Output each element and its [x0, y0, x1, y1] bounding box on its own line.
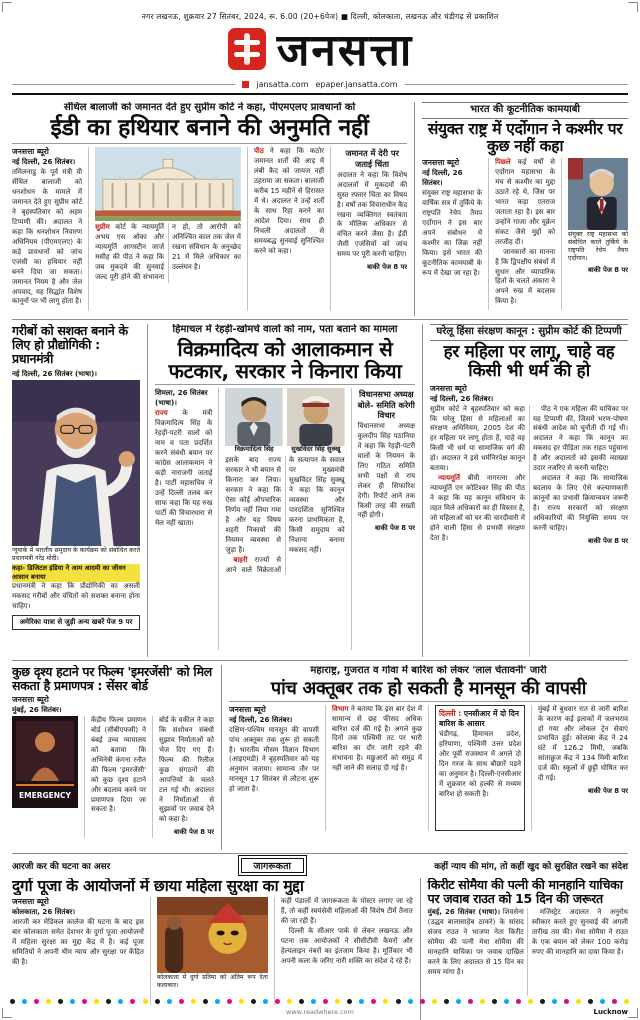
registration-dot: [516, 999, 521, 1004]
lead-word: पीठ: [253, 147, 264, 156]
awareness-badge: जागरूकता: [241, 858, 304, 873]
story-ed-pmla: [12, 102, 407, 316]
registration-dot: [444, 999, 449, 1004]
dateline: कोलकाता, 26 सितंबर।: [12, 907, 76, 917]
story-body: [229, 705, 628, 831]
registration-dot: [46, 999, 51, 1004]
body-text: [430, 474, 525, 544]
registration-dot: [251, 999, 256, 1004]
kicker-box: [430, 324, 628, 341]
newspaper-title: जनसत्ता: [276, 25, 414, 76]
body-text: संयुक्त राष्ट्र महासभा के वार्षिक सत्र में तुर्किये के राष्ट्रपति रेचेप तैयप एर्दोगान ने इस बार अपने संबोधन में कश्मीर का जिक्र नहीं किया। इसे भारत की कूटनीतिक कामयाबी के रूप में देखा जा रहा है।: [422, 189, 483, 277]
registration-dot: [468, 999, 473, 1004]
registration-dot: [504, 999, 509, 1004]
registration-dot: [70, 999, 75, 1004]
text-column: [531, 705, 628, 831]
dateline: नई दिल्ली, 26 सितंबर (भाषा)।: [12, 369, 97, 378]
body-text: तमिलनाडु के पूर्व मंत्री वी सेंथिल बालाजी को धनशोधन के मामले में जमानत देते हुए सुप्रीम कोर्ट ने बृहस्पतिवार को अहम टिप्पणी की। अदालत ने कहा कि धनशोधन निवारण अधिनियम (पीएमएलए) के कड़े प्रावधानों को जांच एजंसी का हथियार नहीं बनने दिया जा सकता। जमानत नियम है और जेल अपवाद, यह सिद्धांत विशेष कानूनों पर भी लागू होता है।: [12, 168, 83, 306]
kicker-left: आरजी कर की घटना का असर: [12, 861, 111, 872]
lead-word: सुप्रीम: [95, 223, 110, 232]
registration-dot: [191, 999, 196, 1004]
weather-info-box: [435, 705, 525, 831]
registration-dot: [143, 999, 148, 1004]
registration-dot: [347, 999, 352, 1004]
registration-dot: [203, 999, 208, 1004]
jansatta-logo-icon: [227, 27, 267, 75]
text-column: [325, 705, 422, 831]
illustration-column: [88, 147, 241, 311]
website-line: [12, 80, 628, 89]
registration-dot: [94, 999, 99, 1004]
registration-dot: [167, 999, 172, 1004]
registration-dot: [311, 999, 316, 1004]
registration-dot: [179, 999, 184, 1004]
story-body: [422, 158, 628, 310]
lead-word: बाहरी: [233, 555, 248, 564]
edition-line: नगर लखनऊ, शुक्रवार 27 सितंबर, 2024, रू. 6.00 (20+6पेज) ■ दिल्ली, कोलकाता, लखनऊ और चंडीगढ़ से प्रकाशित: [141, 12, 499, 21]
text-column: [12, 147, 82, 311]
portrait-pair: [225, 388, 344, 454]
photo-caption: न्यूयार्क में भारतीय समुदाय के कार्यक्रम को संबोधित करते प्रधानमंत्री नरेंद्र मोदी।: [12, 547, 140, 563]
info-box-title-text: एनसीआर में दो दिन बारिश के आसार: [439, 708, 519, 728]
registration-dot: [10, 999, 15, 1004]
body-text: केंद्रीय फिल्म प्रमाणन बोर्ड (सीबीएफसी) ने बंबई उच्च न्यायालय को बताया कि अभिनेत्री कंगना रनौत की फिल्म 'इमरजेंसी' को कुछ दृश्य हटाने और बदलाव करने पर प्रमाणपत्र दिया जा सकता है।: [91, 716, 146, 814]
story-emergency-film: [12, 665, 214, 850]
photo-column: [218, 388, 344, 650]
body-text: बीवी नागरत्ना और न्यायमूर्ति एन कोटिश्वर सिंह की पीठ ने कहा कि यह कानून संविधान के तहत मिले अधिकारों का ही विस्तार है, जो महिलाओं को घर की चारदीवारी में होने वाली हिंसा से प्रभावी संरक्षण देता है।: [430, 474, 525, 542]
emergency-movie-poster: [12, 716, 78, 808]
story-modi-technology: [12, 324, 140, 657]
supreme-court-illustration: [95, 147, 241, 221]
registration-dot: [552, 999, 557, 1004]
registration-dot: [22, 999, 27, 1004]
registration-dot: [456, 999, 461, 1004]
dateline: नई दिल्ली, 26 सितंबर।: [12, 157, 76, 167]
print-footer: [0, 996, 640, 1020]
durga-puja-photo: [157, 897, 268, 973]
story-vikramaditya: [147, 324, 415, 657]
body-text: [428, 908, 524, 978]
body-text: [95, 223, 241, 283]
poster-column: [12, 716, 78, 838]
registration-dot: [155, 999, 160, 1004]
registration-dot: [299, 999, 304, 1004]
story-headline: दुर्गा पूजा के आयोजनों में छाया महिला सुरक्षा का मुद्दा: [12, 878, 304, 895]
continued-on-page: बाकी पेज 8 पर: [588, 536, 628, 545]
registration-dot: [612, 999, 617, 1004]
registration-dot: [588, 999, 593, 1004]
byline: जनसत्ता ब्यूरो: [12, 695, 49, 704]
continued-on-page: बाकी पेज 8 पर: [367, 263, 408, 272]
lead-word: दिल्ली :: [439, 708, 462, 718]
body-text: मजिस्ट्रेट अदालत ने अनुरोध स्वीकार करते हुए सुनवाई की अगली तारीख तय की। मेधा सोमैया ने राउत के एक बयान को लेकर 100 करोड़ रुपए की मानहानि का दावा किया है।: [531, 908, 628, 956]
body-text: के मंत्री विक्रमादित्य सिंह के रेहड़ी-पटरी वालों को नाम व पता प्रदर्शित करने संबंधी बयान पर कांग्रेस आलाकमान ने कड़ी नाराजगी जताई है। पार्टी महासचिव ने उन्हें दिल्ली तलब कर साफ कहा कि यह रुख पार्टी की विचारधारा से मेल नहीं खाता।: [155, 409, 213, 527]
body-text: [495, 158, 555, 247]
byline: जनसत्ता ब्यूरो: [422, 158, 460, 168]
story-headline: हर महिला पर लागू, चाहे वह किसी भी धर्म की हो: [443, 341, 615, 381]
photo-caption: कोलकाता में दुर्गा प्रतिमा को अंतिम रूप देता कलाकार।: [156, 974, 268, 990]
registration-dot: [335, 999, 340, 1004]
dateline: मुंबई, 26 सितंबर।: [12, 705, 62, 714]
body-text: प्रधानमंत्री ने कहा कि प्रौद्योगिकी का असली मकसद गरीबों और वंचितों को सशक्त बनाना होना चाहिए।: [12, 581, 140, 610]
registration-dot: [239, 999, 244, 1004]
story-headline: गरीबों को सशक्त बनाने के लिए हो प्रौद्योगिकी : प्रधानमंत्री: [12, 324, 128, 366]
continued-on-page: बाकी पेज 8 पर: [587, 266, 628, 275]
text-column: [84, 716, 146, 838]
divider: [229, 701, 628, 702]
registration-dot: [359, 999, 364, 1004]
divider: [405, 84, 628, 85]
lead-word: राज्य: [155, 409, 168, 418]
photo-caption: संयुक्त राष्ट्र महासभा को संबोधित करते तुर्किये के राष्ट्रपति रेचेप तैयप एर्दोगान।: [568, 231, 628, 263]
text-column: [330, 147, 407, 311]
body-text: इसके बाद राज्य सरकार ने भी बयान से किनारा कर लिया। सरकार ने कहा कि ऐसा कोई औपचारिक निर्णय नहीं लिया गया है और यह विषय शहरी निकायों की नियमन व्यवस्था से जुड़ा है।: [225, 456, 282, 554]
body-text: शिवसेना (उद्धव बालासाहेब ठाकरे) के सांसद संजय राउत ने भाजपा नेता किरीट सोमैया की पत्नी मेधा सोमैया की मानहानि याचिका पर जवाब दाखिल करने के लिए अदालत से 15 दिन का समय मांगा है।: [427, 908, 524, 976]
registration-dot: [34, 999, 39, 1004]
registration-dot: [600, 999, 605, 1004]
body-text: अदालत ने कहा कि सामाजिक बदलाव के लिए ऐसे कल्याणकारी कानूनों का प्रभावी क्रियान्वयन जरूरी है। राज्य सरकारों को संरक्षण अधिकारियों की नियुक्ति समय पर करनी चाहिए।: [533, 474, 628, 532]
crop-mark: [628, 2, 638, 12]
story-subhead: जमानत में देरी पर जताई चिंता: [345, 148, 399, 169]
body-text: दिल्ली के सीआर पार्क से लेकर लखनऊ और पटना तक आयोजकों ने सीसीटीवी कैमरों और हेल्पलाइन नंबरों का इंतजाम किया है। मूर्तिकार भी अपनी कला के जरिए नारी शक्ति का संदेश दे रहे हैं।: [280, 927, 413, 965]
footer-line: [10, 1008, 630, 1016]
divider: [12, 84, 235, 85]
lower-stories-row: [12, 660, 628, 850]
byline: जनसत्ता ब्यूरो: [229, 704, 266, 714]
story-kicker: महाराष्ट्र, गुजरात व गोवा में बारिश को लेकर 'लाल चेतावनी' जारी: [310, 665, 547, 676]
registration-dot: [420, 999, 425, 1004]
body-text: कहीं पंडालों में जागरूकता के पोस्टर लगाए जा रहे हैं, तो कहीं स्वयंसेवी महिलाओं की विशेष टीमें तैनात की जा रही हैं।: [280, 897, 413, 926]
text-column: [351, 388, 415, 650]
text-column: [12, 897, 144, 1005]
website-jansatta-link[interactable]: jansatta.com: [256, 80, 309, 89]
registration-strip: [10, 998, 630, 1005]
text-columns: [430, 405, 628, 657]
kicker-right: कहीं न्याय की मांग, तो कहीं खुद को सुरक्षित रखने का संदेश: [434, 861, 628, 872]
body-text: कई वर्षों से एर्दोगान महासभा के मंच से कश्मीर का मुद्दा उठाते रहे थे, जिस पर भारत कड़ा एतराज जताता रहा है। इस बार उन्होंने गाजा और यूक्रेन संकट जैसे मुद्दों को तरजीह दी।: [495, 158, 556, 246]
registration-dot: [432, 999, 437, 1004]
continued-on-page: बाकी पेज 8 पर: [588, 787, 628, 796]
readwhere-url[interactable]: www.readwhere.com: [286, 1008, 354, 1016]
masthead-rule: [12, 93, 628, 95]
story-kicker: घरेलू हिंसा संरक्षण कानून : सुप्रीम कोर्ट की टिप्पणी: [436, 326, 622, 337]
body-text: पीठ ने एक महिला की याचिका पर यह टिप्पणी की, जिसमें भरण-पोषण संबंधी आदेश को चुनौती दी गई थी। अदालत ने कहा कि कानून का मकसद हर पीड़िता तक राहत पहुंचाना है और अदालतों को इसकी व्याख्या उदार नजरिए से करनी चाहिए।: [533, 404, 628, 473]
logo-bullet-icon: [242, 81, 249, 88]
body-text: बोर्ड के वकील ने कहा कि संशोधन संबंधी सुझाव निर्माताओं को भेज दिए गए हैं। फिल्म की रिलीज कुछ संगठनों की आपत्तियों के चलते टल गई थी। अदालत ने निर्माताओं से सुझावों पर जवाब देने को कहा है।: [159, 716, 214, 824]
byline: जनसत्ता ब्यूरो: [12, 147, 49, 157]
crop-mark: [2, 2, 12, 12]
byline: जनसत्ता ब्यूरो: [12, 897, 49, 907]
divider: [155, 384, 415, 385]
body-text: मुंबई में बुधवार रात से जारी बारिश के कारण कई इलाकों में जलभराव हो गया और लोकल ट्रेन सेवाएं प्रभावित हुईं। कोलाबा केंद्र ने 24 घंटे में 126.2 मिमी, जबकि सांताक्रुज केंद्र ने 134 मिमी बारिश दर्ज की। स्कूलों में छुट्टी घोषित कर दी गई।: [538, 704, 628, 783]
registration-dot: [396, 999, 401, 1004]
masthead: [12, 22, 628, 77]
registration-dot: [480, 999, 485, 1004]
erdogan-photo: [568, 158, 628, 230]
photo-column: [150, 897, 268, 1005]
story-kicker: हिमाचल में रेहड़ी-खोमचे वालों को नाम, पता बताने का मामला: [172, 324, 398, 335]
story-headline: विक्रमादित्य को आलाकमान से फटकार, सरकार ने किनारा किया: [168, 336, 402, 383]
text-columns: [225, 456, 344, 575]
body-text: आरजी कर मेडिकल कालेज की घटना के बाद इस बार कोलकाता समेत देशभर के दुर्गा पूजा आयोजनों में महिला सुरक्षा का मुद्दा केंद्र में है। कई पूजा समितियों ने अपनी थीम न्याय और सुरक्षा पर केंद्रित की है।: [12, 918, 144, 967]
portrait: [287, 388, 345, 454]
durga-kicker-strip: [12, 853, 628, 873]
body-text: चंडीगढ़, हिमाचल प्रदेश, हरियाणा, पश्चिमी उत्तर प्रदेश और पूर्वी राजस्थान में अगले दो दिन गरज के साथ बौछारें पड़ने का अनुमान है। दिल्ली-एनसीआर में शुक्रवार को हल्की से मध्यम बारिश हो सकती है।: [439, 730, 521, 798]
body-text: विधानसभा अध्यक्ष कुलदीप सिंह पठानिया ने कहा कि रेहड़ी-पटरी वालों के नियमन के लिए गठित समिति सभी पक्षों से राय लेकर ही सिफारिश देगी। रिपोर्ट आने तक किसी तरह की सख्ती नहीं होगी।: [357, 422, 415, 520]
portrait: [225, 388, 283, 454]
vikramaditya-photo: [225, 388, 283, 446]
story-headline: किरीट सोमैया की पत्नी की मानहानि याचिका पर जवाब राउत को 15 दिन की जरूरत: [427, 878, 623, 906]
story-monsoon: [221, 665, 628, 850]
poster-title: EMERGENCY: [19, 791, 71, 800]
body-text: सुप्रीम कोर्ट ने बृहस्पतिवार को कहा कि घरेलू हिंसा से महिलाओं का संरक्षण अधिनियम, 2005 देश की हर महिला पर लागू होता है, चाहे वह किसी भी धर्म या सामाजिक वर्ग की हो। अदालत ने इसे धर्मनिरपेक्ष कानून बताया।: [430, 404, 525, 473]
divider: [12, 143, 407, 144]
modi-photo: [12, 380, 140, 546]
registration-dot: [263, 999, 268, 1004]
lead-word: न्यायमूर्ति: [438, 474, 460, 483]
registration-dot: [564, 999, 569, 1004]
text-column: [422, 158, 482, 310]
portrait-name: सुखविंदर सिंह सुक्खू: [291, 445, 341, 454]
registration-dot: [287, 999, 292, 1004]
body-text: [254, 147, 324, 256]
city-label: Lucknow: [593, 1008, 628, 1016]
registration-dot: [528, 999, 533, 1004]
top-stories-row: [12, 98, 628, 316]
text-column: [155, 388, 212, 650]
kicker-box: [422, 102, 628, 119]
registration-dot: [371, 999, 376, 1004]
story-body: [12, 147, 407, 311]
website-epaper-link[interactable]: epaper.jansatta.com: [315, 80, 398, 89]
middle-stories-row: [12, 319, 628, 657]
text-columns: [95, 223, 241, 283]
byline: जनसत्ता ब्यूरो: [430, 383, 467, 393]
registration-dot: [492, 999, 497, 1004]
sukhu-photo: [287, 388, 345, 446]
story-subhead: विधानसभा अध्यक्ष बोले- समिति करेगी विचार: [357, 389, 415, 420]
body-text: ने बताया कि इस बार देश में सामान्य से छह फीसद अधिक बारिश दर्ज की गई है। अगले कुछ दिनों तक पश्चिमी तट पर भारी बारिश का दौर जारी रहने की संभावना है। मछुआरों को समुद्र में नहीं जाने की सलाह दी गई है।: [332, 704, 422, 773]
registration-dot: [576, 999, 581, 1004]
body-text: [155, 409, 212, 528]
body-text: ने कहा कि कठोर जमानत शर्तों की आड़ में लंबी कैद को जायज नहीं ठहराया जा सकता। बालाजी करीब 15 महीने से हिरासत में थे। अदालत ने उन्हें शर्तों के साथ रिहा करने का आदेश दिया। साथ ही निचली अदालतों से समयबद्ध सुनवाई सुनिश्चित करने को कहा।: [253, 147, 325, 255]
body-text: राज्यों से आने वाले विक्रेताओं के सत्यापन के सवाल पर मुख्यमंत्री सुखविंदर सिंह सुक्खू ने कहा कि कानून व्यवस्था और पारदर्शिता सुनिश्चित करना प्राथमिकता है, किसी समुदाय को निशाना बनाना मकसद नहीं।: [225, 456, 345, 574]
text-column: [488, 158, 555, 310]
body-text: [332, 705, 422, 775]
highlighted-line: कहा- डिजिटल इंडिया ने आम आदमी का जीवन आसान बनाया: [12, 564, 140, 582]
related-news-box: अमेरिका यात्रा से जुड़ी अन्य खबरें पेज 9 पर: [12, 615, 140, 630]
text-columns: [428, 908, 628, 996]
registration-dot: [118, 999, 123, 1004]
story-domestic-violence: [422, 324, 628, 657]
registration-dot: [130, 999, 135, 1004]
body-text: अदालत ने कहा कि विशेष अदालतों में मुकदमों की सुस्त रफ्तार चिंता का विषय है। वर्षों तक विचाराधीन कैद रखना व्यक्तिगत स्वतंत्रता के मौलिक अधिकार से वंचित करने जैसा है। ईडी जैसी एजंसियों को जांच समय पर पूरी करनी चाहिए।: [337, 170, 408, 259]
registration-dot: [275, 999, 280, 1004]
story-headline: ईडी का हथियार बनाने की अनुमति नहीं: [50, 114, 369, 141]
text-column: [274, 897, 413, 1005]
info-box-title: [439, 709, 521, 729]
story-body: [12, 716, 214, 838]
continued-on-page: बाकी पेज 8 पर: [174, 828, 214, 837]
dateline: शिमला, 26 सितंबर (भाषा)।: [155, 388, 208, 408]
story-body: [12, 897, 413, 1005]
body-text: कोर्ट के न्यायमूर्ति अभय एस ओका और न्यायमूर्ति आगस्टीन जार्ज मसीह की पीठ ने कहा कि जब मुकदमे की सुनवाई जल्द पूरी होने की संभावना न हो, तो आरोपी को अनिश्चित काल तक जेल में रखना संविधान के अनुच्छेद 21 में मिले अधिकार का उल्लंघन है।: [95, 223, 241, 281]
lead-word: पिछले: [495, 158, 511, 167]
story-erdogan-un: [414, 102, 628, 316]
text-column: [247, 147, 324, 311]
photo-column: [561, 158, 628, 310]
dateline: नई दिल्ली, 26 सितंबर।: [430, 393, 494, 403]
story-kicker: सेंथिल बालाजी को जमानत देते हुए सुप्रीम कोर्ट ने कहा, पीएमएलए प्रावधानों को: [63, 102, 356, 113]
story-headline: कुछ दृश्य हटाने पर फिल्म 'इमरजेंसी' को मिल सकता है प्रमाणपत्र : सेंसर बोर्ड: [12, 665, 212, 693]
registration-dot: [58, 999, 63, 1004]
registration-dot: [540, 999, 545, 1004]
text-column: [229, 705, 319, 831]
story-headline: संयुक्त राष्ट्र में एर्दोगान ने कश्मीर पर कुछ नहीं कहा: [427, 119, 623, 155]
portrait-name: विक्रमादित्य सिंह: [234, 445, 274, 454]
registration-dot: [624, 999, 629, 1004]
dateline: नई दिल्ली, 26 सितंबर।: [229, 714, 293, 724]
registration-dot: [215, 999, 220, 1004]
body-text: दक्षिण-पश्चिम मानसून की वापसी पांच अक्तूबर तक शुरू हो सकती है। भारतीय मौसम विज्ञान विभाग (आइएमडी) ने बृहस्पतिवार को यह अनुमान जताया। सामान्य तौर पर मानसून 17 सितंबर से लौटना शुरू हो जाता है।: [229, 725, 319, 794]
story-headline: पांच अक्तूबर तक हो सकती है मानसून की वापसी: [270, 677, 587, 699]
body-text: जानकारों का मानना है कि द्विपक्षीय संबंधों में सुधार और व्यापारिक हितों के चलते अंकारा ने अपने रुख में बदलाव किया है।: [495, 247, 556, 306]
lead-word: विभाग: [332, 704, 349, 713]
registration-dot: [106, 999, 111, 1004]
dateline: नई दिल्ली, 26 सितंबर।: [422, 168, 463, 188]
registration-dot: [227, 999, 232, 1004]
dateline: मुंबई, 26 सितंबर (भाषा)।: [427, 908, 501, 916]
registration-dot: [323, 999, 328, 1004]
story-kicker: भारत की कूटनीतिक कामयाबी: [470, 104, 581, 115]
registration-dot: [383, 999, 388, 1004]
continued-on-page: बाकी पेज 8 पर: [375, 524, 415, 533]
infobox-column: [428, 705, 525, 831]
text-column: [152, 716, 214, 838]
registration-dot: [82, 999, 87, 1004]
story-body: [155, 388, 415, 650]
registration-dot: [408, 999, 413, 1004]
